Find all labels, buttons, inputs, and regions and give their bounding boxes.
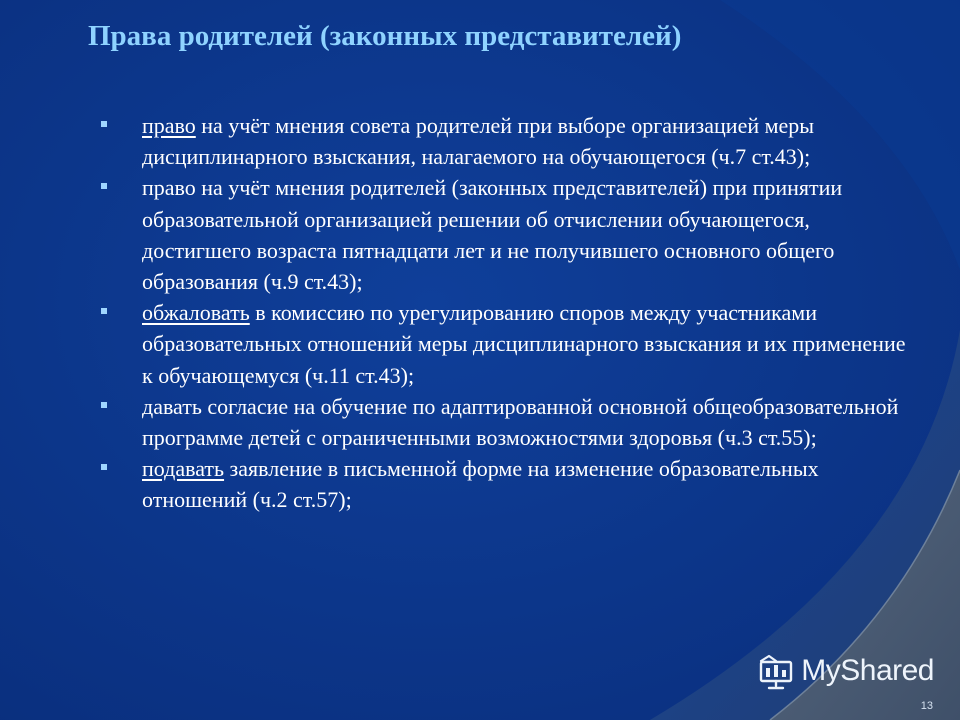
bullet-lead: право [142, 113, 196, 138]
square-bullet-icon [101, 464, 107, 470]
list-item [101, 110, 916, 172]
square-bullet-icon [101, 402, 107, 408]
bullet-text: в комиссию по урегулированию споров между участниками образовательных отношений меры дисциплинарного взыскания и их применение к обучающемуся (ч.11 ст.43); [142, 300, 906, 388]
bullet-list [101, 110, 916, 516]
square-bullet-icon [101, 308, 107, 314]
list-item [101, 297, 916, 391]
bullet-text: заявление в письменной форме на изменение образовательных отношений (ч.2 ст.57); [142, 456, 819, 513]
square-bullet-icon [101, 183, 107, 189]
presentation-board-icon [757, 652, 795, 690]
bullet-lead: обжаловать [142, 300, 250, 326]
brand-watermark [757, 652, 934, 690]
brand-name: MyShared [801, 654, 934, 687]
bullet-lead: подавать [142, 456, 225, 482]
bullet-text: на учёт мнения совета родителей при выборе организацией меры дисциплинарного взыскания, налагаемого на обучающегося (ч.7 ст.43); [142, 113, 815, 170]
list-item [101, 453, 916, 515]
list-item [101, 391, 916, 453]
list-item [101, 172, 916, 297]
page-number: 13 [920, 700, 933, 712]
bullet-text: право на учёт мнения родителей (законных представителей) при принятии образовательной организацией решении об отчислении обучающегося, достигшего возраста пятнадцати лет и не получившего основного общего образования (ч.9 ст.43); [142, 175, 843, 295]
bullet-text: давать согласие на обучение по адаптированной основной общеобразовательной программе детей с ограниченными возможностями здоровья (ч.3 ст.55); [142, 393, 899, 451]
square-bullet-icon [101, 121, 107, 127]
slide-title: Права родителей (законных представителей) [88, 20, 682, 52]
